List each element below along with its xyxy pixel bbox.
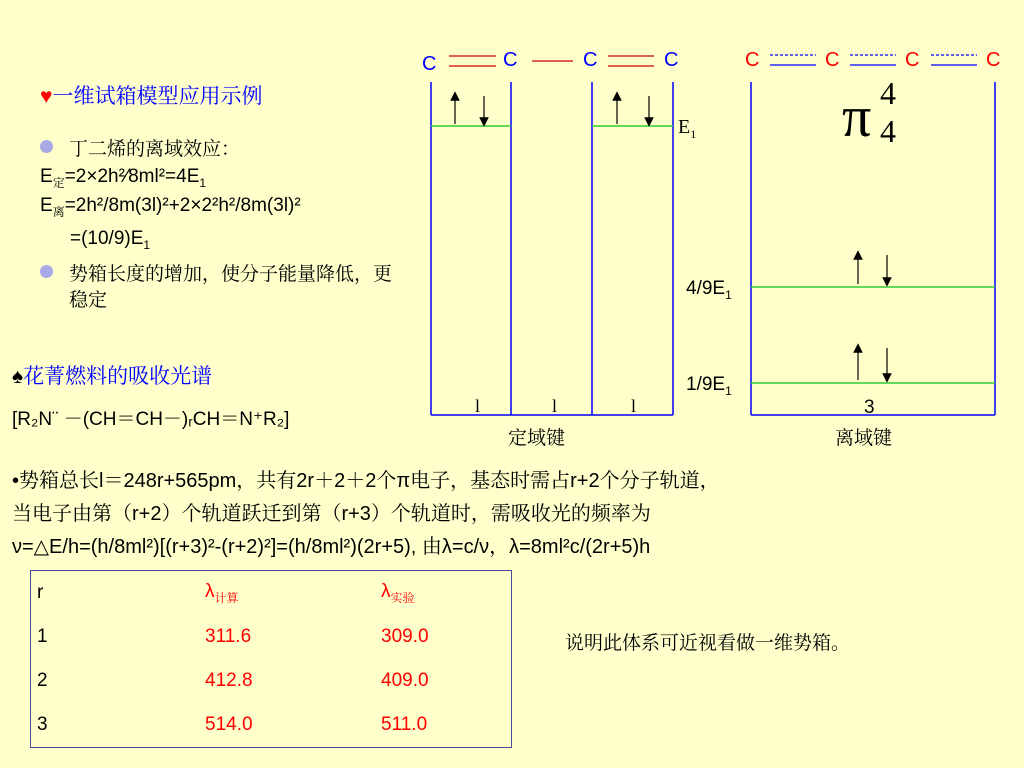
paragraph-line-1: •势箱总长l＝248r+565pm，共有2r＋2＋2个π电子，基态时需占r+2个分子轨道， — [12, 470, 720, 492]
heart-icon: ♥ — [40, 85, 53, 108]
lambda-symbol: λ — [381, 580, 391, 602]
eq1-end-sub: 1 — [199, 175, 207, 190]
eq1-lead: E — [40, 166, 53, 187]
conclusion-note: 说明此体系可近视看做一维势箱。 — [565, 633, 851, 654]
section2-title-text: 花菁燃料的吸收光谱 — [23, 365, 213, 388]
header-r: r — [37, 582, 44, 603]
pi-superscript: 4 — [880, 75, 896, 111]
paragraph-line-3: ν=△E/h=(h/8ml²)[(r+3)²-(r+2)²]=(h/8ml²)(2r+5), 由λ=c/ν，λ=8ml²c/(2r+5)h — [12, 536, 651, 558]
eq2-rest: =2h²/8m(3l)²+2×2²h²/8m(3l)² — [64, 195, 301, 216]
paragraph-line-2: 当电子由第（r+2）个轨道跃迁到第（r+3）个轨道时，需吸收光的频率为 — [12, 503, 651, 525]
cell-calc: 412.8 — [205, 670, 253, 691]
lambda-symbol: λ — [205, 580, 215, 602]
header-calc-sub: 计算 — [214, 590, 239, 605]
delocalized-diagram — [686, 49, 1000, 449]
left-c-label: C — [422, 53, 437, 75]
pi-symbol: π — [842, 84, 872, 149]
left-c-label: C — [503, 49, 518, 71]
cell-exp: 309.0 — [381, 626, 429, 647]
cell-calc: 514.0 — [205, 714, 253, 735]
eq2-sub: 离 — [52, 204, 65, 219]
bullet2-text: 势箱长度的增加，使分子能量降低，更稳定 — [69, 264, 393, 311]
level-4-9-label: $4/9E_1$ — [686, 278, 732, 302]
spade-icon: ♠ — [12, 365, 24, 388]
eq3-sub: 1 — [143, 237, 151, 252]
box-length-label: l — [552, 396, 558, 416]
eq1-rest: =2×2h²⁄8ml²=4E — [64, 166, 200, 187]
cell-r: 1 — [37, 626, 48, 647]
eq3-text: =(10/9)E — [70, 228, 144, 249]
section1-title-text: 一维试箱模型应用示例 — [52, 85, 263, 108]
localized-diagram — [422, 49, 696, 449]
box-length-label: l — [631, 396, 637, 416]
cell-r: 3 — [37, 714, 48, 735]
cell-exp: 409.0 — [381, 670, 429, 691]
pi-subscript: 4 — [880, 113, 896, 149]
left-c-label: C — [583, 49, 598, 71]
delocalized-caption: 离域键 — [835, 428, 893, 449]
box-length-label: l — [475, 396, 481, 416]
left-c-label: C — [664, 49, 679, 71]
eq1-sub: 定 — [52, 175, 65, 190]
cell-calc: 311.6 — [205, 626, 252, 647]
localized-caption: 定域键 — [508, 428, 566, 449]
box-length-label: 3 — [864, 397, 875, 418]
right-c-label: C — [745, 49, 760, 71]
right-c-label: C — [905, 49, 920, 71]
right-c-label: C — [825, 49, 840, 71]
e1-label: $E_1$ — [678, 116, 697, 141]
cell-r: 2 — [37, 670, 48, 691]
right-c-label: C — [986, 49, 1001, 71]
cell-exp: 511.0 — [381, 714, 428, 735]
header-exp-sub: 实验 — [390, 590, 415, 605]
level-1-9-label: $1/9E_1$ — [686, 374, 732, 398]
cyanine-formula: [R₂N¨ －(CH＝CH－)ᵣCH＝N⁺R₂] — [12, 409, 290, 430]
eq2-lead: E — [40, 195, 53, 216]
bullet1-text: 丁二烯的离域效应： — [69, 139, 241, 160]
